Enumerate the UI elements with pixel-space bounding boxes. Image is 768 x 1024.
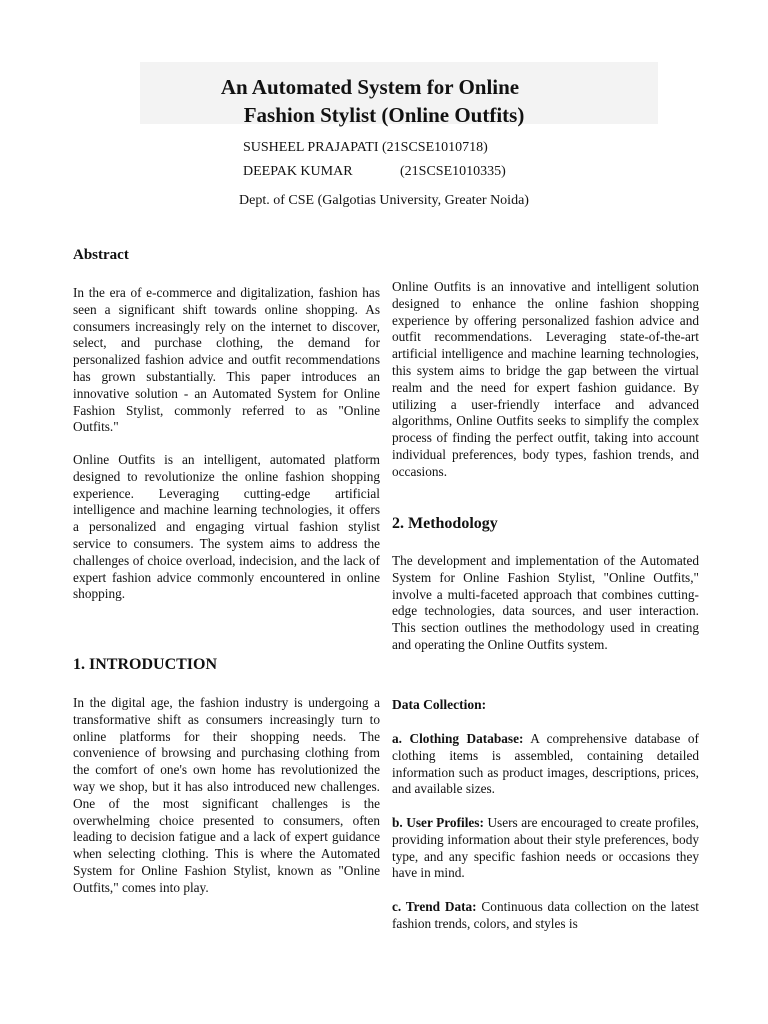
abstract-paragraph-2: Online Outfits is an intelligent, automated platform designed to revolutionize the online fashion shopping experience. Leveraging cutting-edge artificial intelligence and machine learning technologies, it offers a personalized and engaging virtual fashion stylist service to consumers. The system aims to address the challenges of choice overload, indecision, and the lack of expert fashion advice commonly encountered in online shopping. bbox=[73, 452, 380, 602]
clothing-database-text: A comprehensive database of clothing items is assembled, containing detailed information such as product images, descriptions, prices, and available sizes. bbox=[392, 731, 699, 797]
methodology-paragraph: The development and implementation of the Automated System for Online Fashion Stylist, "Online Outfits," involve a multi-faceted approach that combines cutting-edge technologies, data sources, and user interaction. This section outlines the methodology used in creating and operating the Online Outfits system. bbox=[392, 553, 699, 652]
user-profiles-text: Users are encouraged to create profiles, providing information about their style preferences, body type, and any specific fashion needs or occasions they have in mind. bbox=[392, 815, 699, 881]
affiliation: Dept. of CSE (Galgotias University, Greater Noida) bbox=[239, 193, 529, 208]
clothing-database-item bbox=[392, 731, 699, 798]
overview-paragraph: Online Outfits is an innovative and intelligent solution designed to enhance the online fashion shopping experience by offering personalized fashion advice and outfit recommendations. Leveraging state-of-the-art artificial intelligence and machine learning technologies, this system aims to bridge the gap between the virtual realm and the need for expert fashion guidance. By utilizing a user-friendly interface and advanced algorithms, Online Outfits seeks to simplify the complex process of finding the perfect outfit, taking into account individual preferences, body types, fashion trends, and occasions. bbox=[392, 279, 699, 479]
paper-title-line-1: An Automated System for Online bbox=[220, 75, 520, 99]
methodology-heading: 2. Methodology bbox=[392, 515, 498, 532]
author-1: SUSHEEL PRAJAPATI (21SCSE1010718) bbox=[243, 140, 488, 155]
trend-data-item bbox=[392, 899, 699, 933]
paper-title-line-2: Fashion Stylist (Online Outfits) bbox=[243, 103, 525, 127]
user-profiles-item bbox=[392, 815, 699, 882]
abstract-heading: Abstract bbox=[73, 247, 129, 263]
abstract-paragraph-1: In the era of e-commerce and digitalization, fashion has seen a significant shift towards online shopping. As consumers increasingly rely on the internet to discover, select, and purchase clothing, the demand for personalized fashion advice and outfit recommendations has grown substantially. This paper introduces an innovative solution - an Automated System for Online Fashion Stylist, commonly referred to as "Online Outfits." bbox=[73, 285, 380, 435]
author-2-id: (21SCSE1010335) bbox=[400, 164, 506, 179]
author-2-name: DEEPAK KUMAR bbox=[243, 164, 353, 179]
clothing-database-label: a. Clothing Database: bbox=[392, 731, 524, 746]
introduction-heading: 1. INTRODUCTION bbox=[73, 656, 218, 673]
trend-data-text: Continuous data collection on the latest fashion trends, colors, and styles is bbox=[392, 899, 699, 931]
data-collection-heading: Data Collection: bbox=[392, 697, 487, 712]
user-profiles-label: b. User Profiles: bbox=[392, 815, 484, 830]
trend-data-label: c. Trend Data: bbox=[392, 899, 477, 914]
introduction-paragraph-1: In the digital age, the fashion industry is undergoing a transformative shift as consumers increasingly turn to online platforms for their shopping needs. The convenience of browsing and purchasing clothing from the comfort of one's own home has revolutionized the way we shop, but it has also introduced new challenges. One of the most significant challenges is the overwhelming choice presented to consumers, often leading to decision fatigue and a lack of expert guidance when selecting clothing. This is where the Automated System for Online Fashion Stylist, known as "Online Outfits," comes into play. bbox=[73, 695, 380, 895]
